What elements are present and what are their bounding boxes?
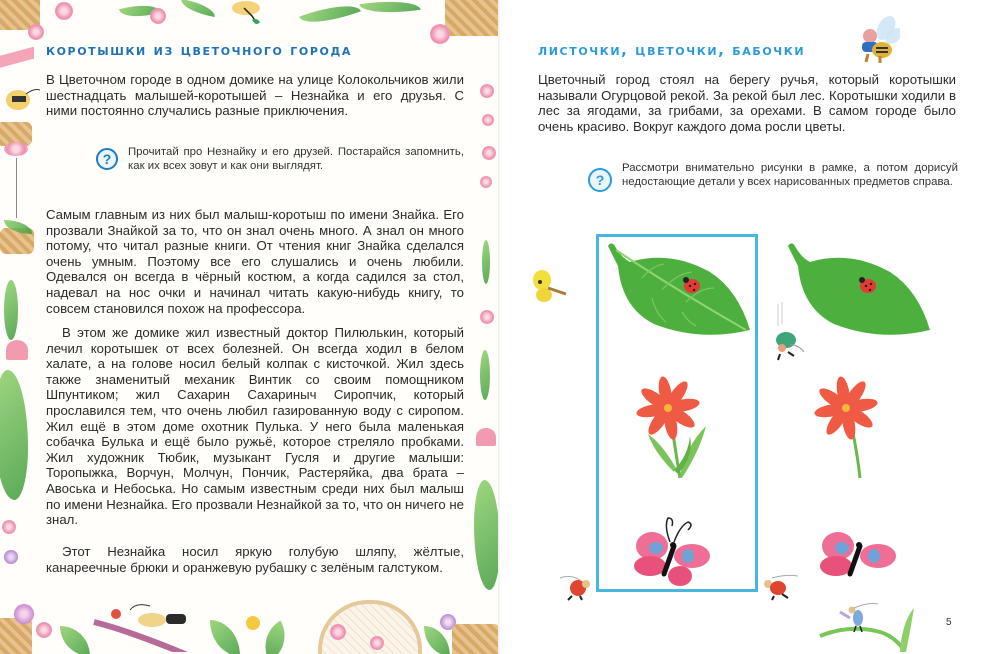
incomplete-red-flower[interactable]: [808, 372, 908, 482]
ladybug-character-left: [556, 572, 598, 602]
sample-red-flower-with-leaves[interactable]: [630, 372, 730, 482]
page-title-left: коротышки из цветочного города: [46, 41, 352, 59]
drawing-hint: [588, 162, 958, 192]
bee-illustration: [856, 14, 900, 66]
gutter-floral-border-left: [474, 50, 500, 590]
intro-paragraph-left: В Цветочном городе в одном домике на улице Колокольчиков жили шестнадцать малышей-коротышей – Незнайка и его друзья. С ними постоянно случались разные приключения.: [46, 72, 464, 119]
reading-hint-text: Прочитай про Незнайку и его друзей. Постарайся запомнить, как их всех зовут и как они выглядят.: [128, 146, 464, 172]
sample-leaf-with-ladybug[interactable]: [602, 238, 754, 342]
right-page: [500, 0, 1001, 654]
paragraph-neznayka-text: Этот Незнайка носил яркую голубую шляпу, жёлтые, канареечные брюки и оранжевую рубашку с зелёным галстуком.: [46, 544, 464, 575]
left-floral-border: [0, 40, 42, 600]
incomplete-pink-butterfly[interactable]: [816, 512, 906, 590]
left-page: [0, 0, 500, 654]
bee-illustration-top: [226, 0, 270, 30]
question-icon: ?: [96, 148, 118, 170]
paragraph-residents-text: В этом же домике жил известный доктор Пилюлькин, который лечил коротышек от всех болезней. Он всегда ходил в белом халате, а на голове носил белый колпак с кисточкой. Жил здесь также знаменитый механик Винтик со своим помощником Шпунтиком; жил Сахарин Сахариныч Сиропчик, который прославился тем, что очень любил газированную воду с сиропом. Жил ещё в этом доме охотник Пулька. У него была маленькая собачка Булька и ещё было ружьё, которое стреляло пробками. Жил художник Тюбик, музыкант Гусля и другие малыши: Торопыжка, Ворчун, Молчун, Пончик, Растеряйка, два брата – Авоська и Небоська. Но самым известным среди них был малыш по имени Незнайка. Его прозвали Незнайкой за то, что он ничего не знал.: [46, 325, 464, 528]
ladybug-character-right: [758, 572, 800, 602]
grasshopper-on-grass-illustration: [818, 602, 918, 654]
paragraph-neznayka: [46, 544, 464, 575]
drawing-hint-text: Рассмотри внимательно рисунки в рамке, а потом дорисуй недостающие детали у всех нарисованных предметов справа.: [622, 162, 958, 188]
sample-pink-butterfly-with-antennae[interactable]: [630, 512, 720, 590]
reading-hint: [96, 146, 464, 174]
paragraph-residents: [46, 325, 464, 528]
page-title-right: листочки, цветочки, бабочки: [538, 41, 806, 59]
paragraph-znayka: Самым главным из них был малыш-коротыш по имени Знайка. Его прозвали Знайкой за то, что он знал очень много. А знал он много потому, что читал разные книги. От чтения книг Знайка сделался очень умным. Поэтому все его слушались и очень любили. Одевался он всегда в чёрный костюм, а когда садился за стол, надевал на нос очки и начинал читать какую-нибудь книгу, то совсем становился похож на профессора.: [46, 207, 464, 316]
yellow-butterfly-illustration: [530, 268, 570, 306]
question-icon: ?: [588, 168, 612, 192]
bottom-floral-border-left: [0, 596, 500, 654]
flying-bug-illustration: [772, 300, 808, 362]
intro-paragraph-right: Цветочный город стоял на берегу ручья, который коротышки называли Огурцовой рекой. За рекой был лес. Коротышки ходили в лес за ягодами, за грибами, за орехами. В самом городе было очень красиво. Вокруг каждого дома росли цветы.: [538, 72, 956, 134]
page-number: 5: [946, 617, 952, 628]
